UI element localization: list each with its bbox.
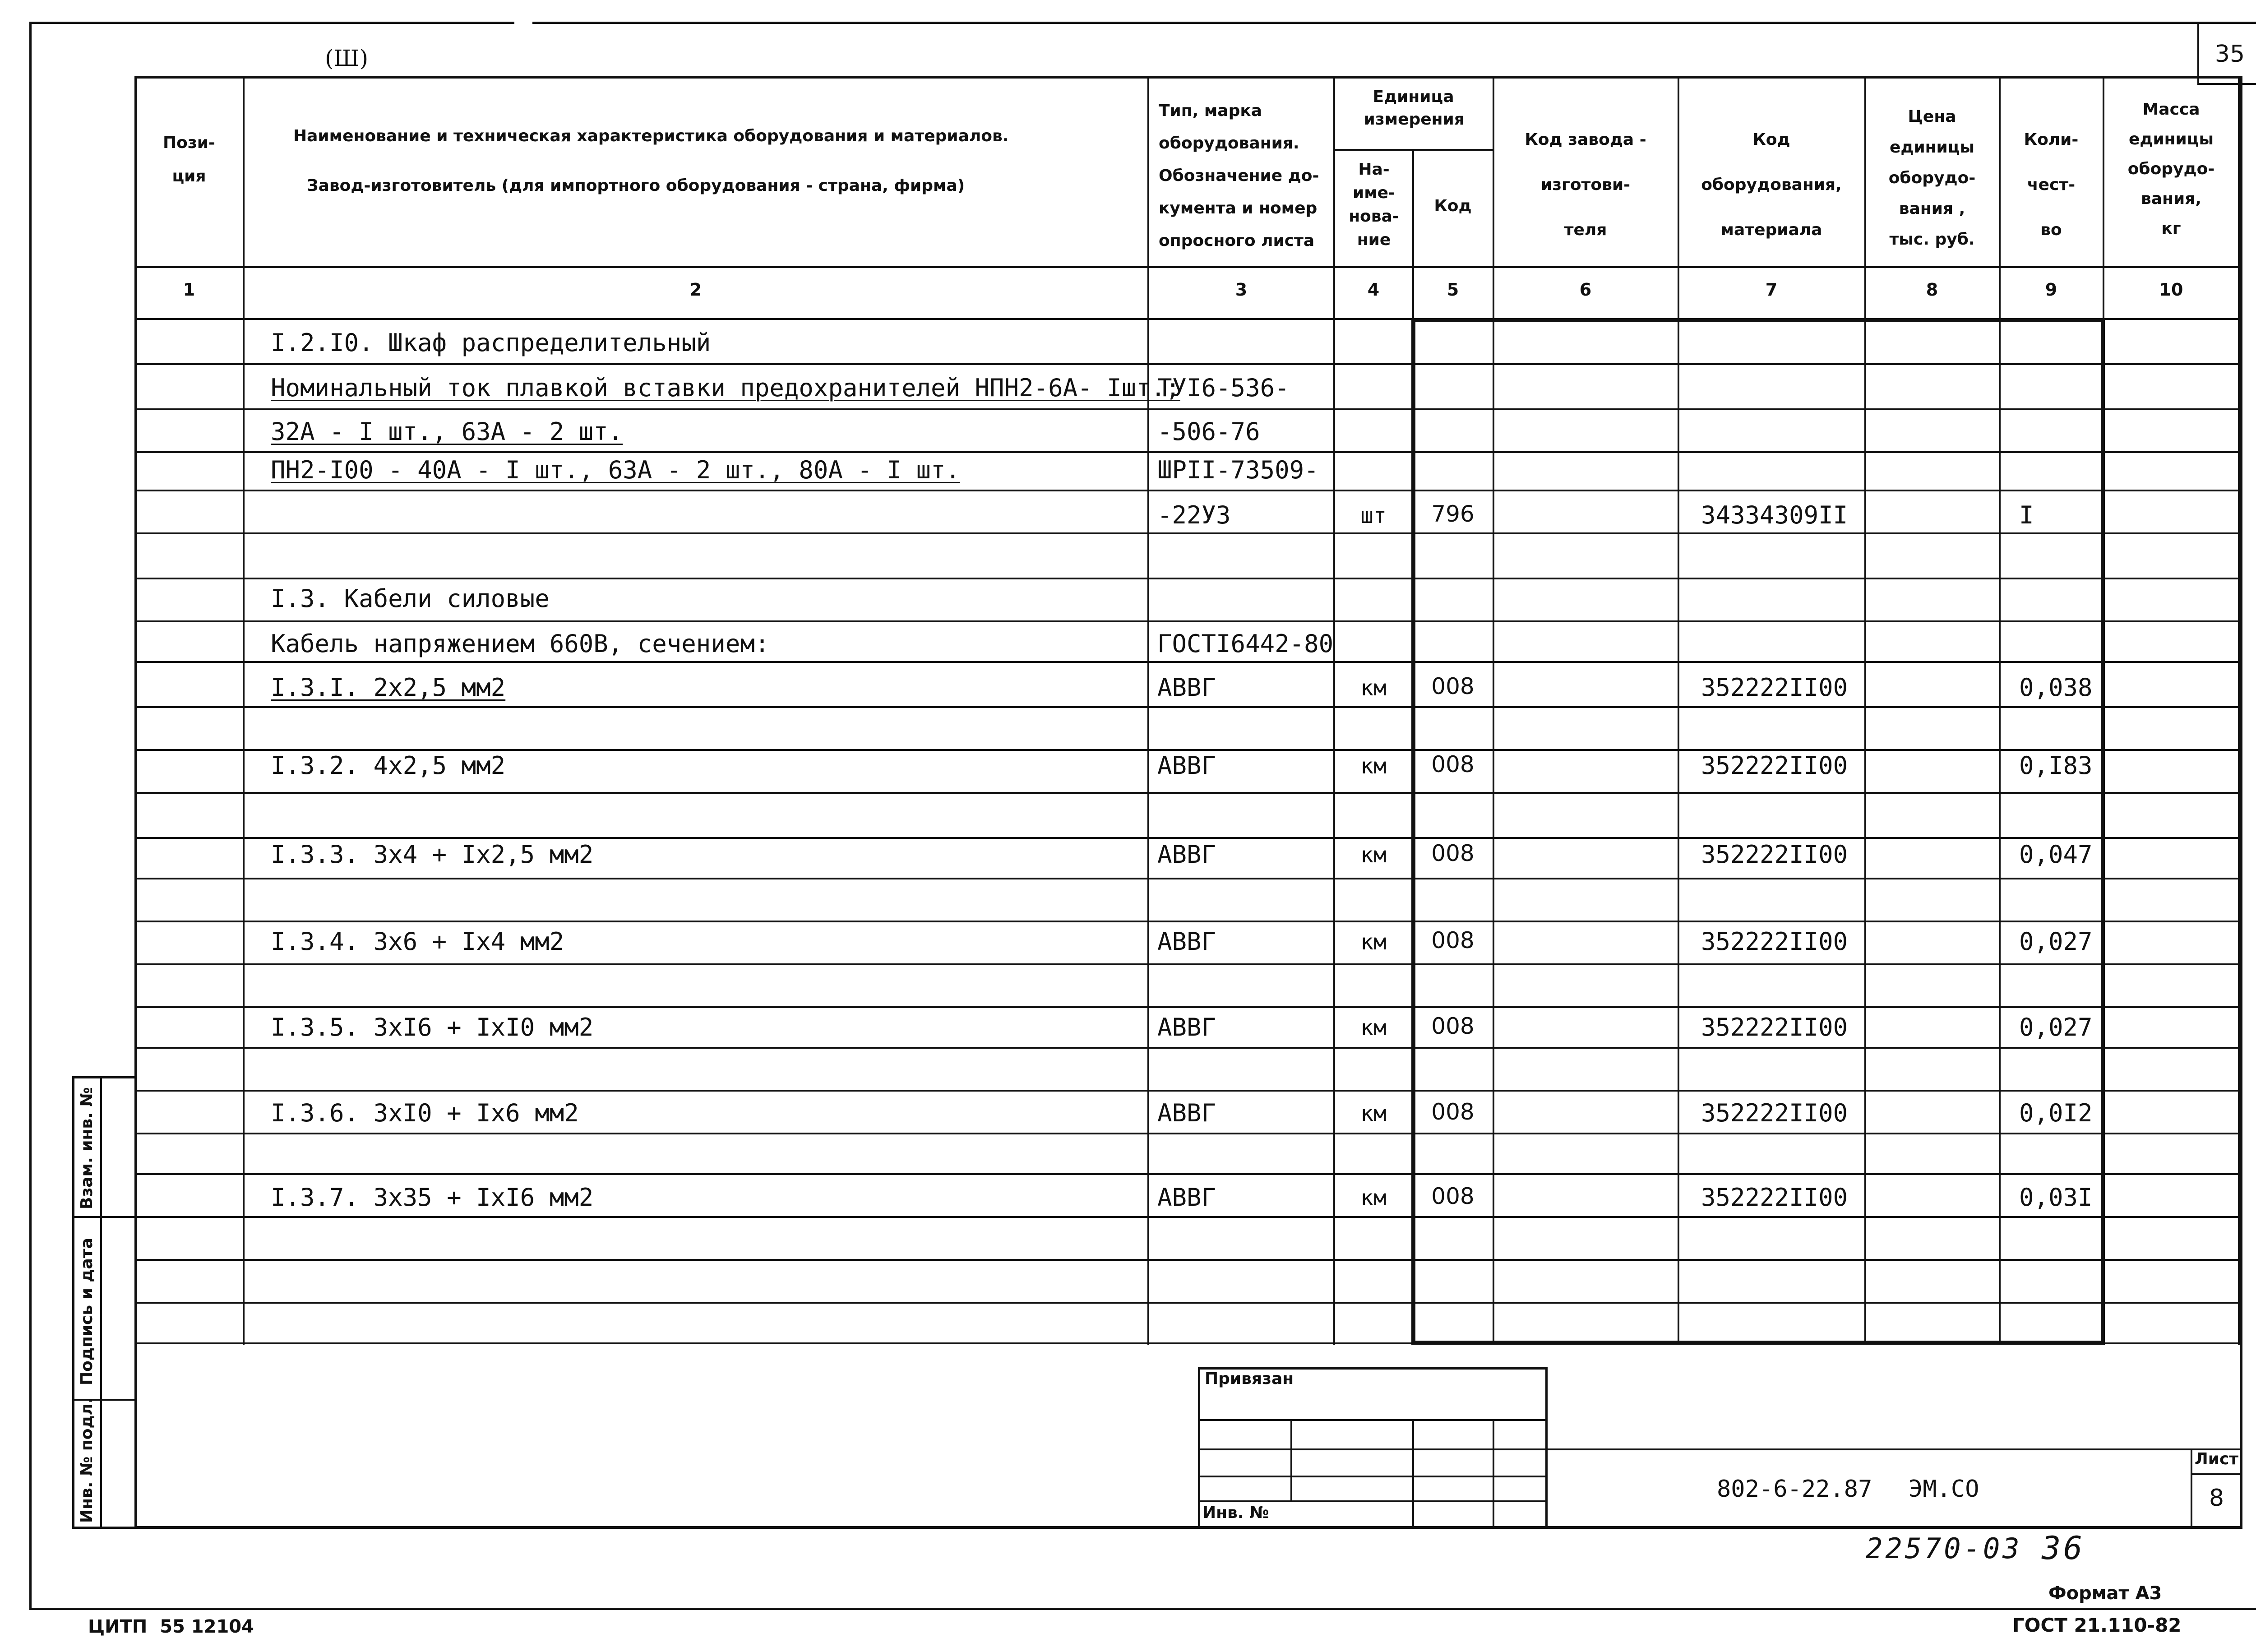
- row-unit-code: 796: [1431, 501, 1475, 527]
- row-line: [134, 1133, 2242, 1134]
- row-line: [134, 792, 2242, 794]
- colnum-2: 2: [689, 280, 702, 300]
- row-line: [134, 706, 2242, 708]
- colnum-9: 9: [2045, 280, 2057, 300]
- row-name: I.3.7. 3х35 + IхI6 мм2: [271, 1183, 594, 1212]
- row-line: [134, 878, 2242, 879]
- header-unit-name: На- име- нова- ние: [1349, 160, 1399, 249]
- table-body-bottom: [134, 1342, 2242, 1344]
- colnum-7: 7: [1765, 280, 1778, 300]
- header-factory-code: Код завода - изготови- теля: [1525, 130, 1646, 239]
- handwritten-code: 22570-03: [1866, 1532, 2022, 1565]
- row-name: I.3.2. 4х2,5 мм2: [271, 751, 506, 780]
- row-line: [134, 408, 2242, 410]
- row-unit: км: [1360, 1185, 1387, 1211]
- header-price: Цена единицы оборудо- вания , тыс. руб.: [1888, 107, 1976, 249]
- col-line-2: [1147, 76, 1149, 1345]
- row-qty: 0,I83: [2019, 751, 2093, 780]
- row-unit-code: 008: [1431, 1183, 1475, 1209]
- row-material-code: 352222II00: [1701, 673, 1848, 702]
- row-line: [134, 921, 2242, 922]
- colnum-3: 3: [1235, 280, 1248, 300]
- doc-mark: ЭМ.СО: [1909, 1476, 1979, 1503]
- row-name: ПН2-I00 - 40А - I шт., 63А - 2 шт., 80А - I шт.: [271, 456, 961, 484]
- row-unit-code: 008: [1431, 673, 1475, 699]
- row-type: АВВГ: [1157, 927, 1216, 956]
- row-line: [134, 1216, 2242, 1218]
- colnum-8: 8: [1926, 280, 1938, 300]
- row-qty: 0,0I2: [2019, 1099, 2093, 1127]
- colnum-5: 5: [1447, 280, 1459, 300]
- col-line-10: [2238, 76, 2240, 1345]
- row-type: АВВГ: [1157, 1183, 1216, 1212]
- header-material-code: Код оборудования, материала: [1701, 130, 1842, 239]
- row-type: ШРII-73509-: [1157, 456, 1319, 484]
- row-unit: км: [1360, 676, 1387, 701]
- row-name: 32А - I шт., 63А - 2 шт.: [271, 417, 623, 446]
- doc-code: 802-6-22.87: [1717, 1476, 1872, 1503]
- row-unit: км: [1360, 1015, 1387, 1041]
- header-quantity: Коли- чест- во: [2024, 130, 2079, 239]
- row-type: АВВГ: [1157, 673, 1216, 702]
- row-type: ГОСТI6442-80: [1157, 629, 1334, 658]
- row-unit: км: [1360, 754, 1387, 779]
- row-unit-code: 008: [1431, 751, 1475, 777]
- format-label: Формат А3: [2048, 1583, 2162, 1604]
- header-unit-group: Единица измерения: [1364, 88, 1465, 129]
- row-line: [134, 1302, 2242, 1304]
- row-line: [134, 963, 2242, 965]
- row-line: [134, 1259, 2242, 1261]
- row-qty: 0,03I: [2019, 1183, 2093, 1212]
- row-name: I.3.4. 3х6 + Iх4 мм2: [271, 927, 564, 956]
- privyazan-line: [1198, 1476, 1548, 1477]
- row-name: Кабель напряжением 660В, сечением:: [271, 629, 770, 658]
- side-label-signature: Подпись и дата: [78, 1238, 96, 1385]
- row-name: I.3.5. 3хI6 + IхI0 мм2: [271, 1013, 594, 1041]
- row-name: I.3.6. 3хI0 + Iх6 мм2: [271, 1099, 579, 1127]
- row-line: [134, 1090, 2242, 1092]
- row-line: [134, 490, 2242, 491]
- row-unit: км: [1360, 1101, 1387, 1126]
- privyazan-label: Привязан: [1205, 1370, 1294, 1388]
- privyazan-line: [1198, 1419, 1548, 1421]
- row-material-code: 352222II00: [1701, 1013, 1848, 1041]
- row-line: [134, 578, 2242, 579]
- row-qty: I: [2019, 501, 2034, 529]
- row-type: АВВГ: [1157, 840, 1216, 869]
- row-unit-code: 008: [1431, 840, 1475, 866]
- privyazan-line: [1198, 1500, 1548, 1502]
- side-stamp-divider: [100, 1076, 102, 1529]
- row-line: [134, 749, 2242, 751]
- list-number: 8: [2209, 1485, 2224, 1512]
- tsitp-label: ЦИТП 55 12104: [88, 1616, 254, 1637]
- row-unit-code: 008: [1431, 1013, 1475, 1039]
- header-unit-code: Код: [1434, 197, 1472, 215]
- row-qty: 0,038: [2019, 673, 2093, 702]
- colnum-6: 6: [1579, 280, 1592, 300]
- colnum-4: 4: [1367, 280, 1380, 300]
- inv-label: Инв. №: [1202, 1504, 1269, 1522]
- row-name: I.3.3. 3х4 + Iх2,5 мм2: [271, 840, 594, 869]
- header-bottom-line: [134, 266, 2242, 268]
- page-number: 35: [2214, 41, 2245, 68]
- header-mass: Масса единицы оборудо- вания, кг: [2127, 100, 2215, 238]
- row-unit: шт: [1360, 503, 1387, 528]
- col-line-1: [243, 76, 245, 1345]
- privyazan-col: [1290, 1419, 1292, 1500]
- row-material-code: 352222II00: [1701, 751, 1848, 780]
- row-material-code: 34334309II: [1701, 501, 1848, 529]
- header-name-line2: Завод-изготовитель (для импортного оборудования - страна, фирма): [307, 176, 965, 195]
- row-type: АВВГ: [1157, 1013, 1216, 1041]
- colnum-1: 1: [183, 280, 195, 300]
- row-unit: км: [1360, 842, 1387, 868]
- row-material-code: 352222II00: [1701, 927, 1848, 956]
- col-line-3: [1333, 76, 1335, 1345]
- row-qty: 0,027: [2019, 1013, 2093, 1041]
- row-name: I.3.I. 2х2,5 мм2: [271, 673, 506, 702]
- row-unit-code: 008: [1431, 927, 1475, 953]
- row-name: Номинальный ток плавкой вставки предохранителей НПН2-6А- Iшт.;: [271, 374, 1180, 402]
- row-type: -506-76: [1157, 417, 1260, 446]
- side-stamp-line: [72, 1216, 137, 1218]
- header-name-line1: Наименование и техническая характеристика оборудования и материалов.: [293, 127, 1009, 145]
- row-line: [134, 620, 2242, 622]
- row-name: I.2.I0. Шкаф распределительный: [271, 329, 711, 357]
- row-qty: 0,027: [2019, 927, 2093, 956]
- side-label-vzam: Взам. инв. №: [78, 1087, 96, 1209]
- row-type: АВВГ: [1157, 1099, 1216, 1127]
- row-material-code: 352222II00: [1701, 1099, 1848, 1127]
- list-label-line: [2191, 1473, 2242, 1475]
- row-unit: км: [1360, 930, 1387, 955]
- row-line: [134, 837, 2242, 839]
- section-mark: (Ш): [325, 45, 369, 71]
- row-unit-code: 008: [1431, 1099, 1475, 1125]
- privyazan-line: [1198, 1448, 1548, 1450]
- row-material-code: 352222II00: [1701, 840, 1848, 869]
- side-label-inv-podl: Инв. № подл.: [78, 1397, 96, 1523]
- row-type: АВВГ: [1157, 751, 1216, 780]
- row-line: [134, 532, 2242, 534]
- row-type: ТУI6-536-: [1157, 374, 1290, 402]
- privyazan-col: [1493, 1419, 1494, 1529]
- row-line: [134, 1006, 2242, 1008]
- row-qty: 0,047: [2019, 840, 2093, 869]
- top-border-gap: [514, 18, 532, 25]
- row-line: [134, 1173, 2242, 1175]
- gost-label: ГОСТ 21.110-82: [2012, 1614, 2182, 1636]
- header-type: Тип, марка оборудования. Обозначение до- кумента и номер опросного листа: [1159, 102, 1319, 250]
- header-position: Пози- ция: [163, 134, 215, 185]
- list-label: Лист: [2194, 1450, 2239, 1468]
- row-line: [134, 451, 2242, 453]
- row-line: [134, 661, 2242, 663]
- handwritten-page: 36: [2042, 1530, 2085, 1567]
- colnum-10: 10: [2159, 280, 2183, 300]
- row-type: -22У3: [1157, 501, 1231, 529]
- row-material-code: 352222II00: [1701, 1183, 1848, 1212]
- row-name: I.3. Кабели силовые: [271, 584, 550, 613]
- row-line: [134, 363, 2242, 365]
- title-block-line: [1548, 1448, 2242, 1450]
- privyazan-col: [1412, 1419, 1414, 1529]
- row-line: [134, 1047, 2242, 1049]
